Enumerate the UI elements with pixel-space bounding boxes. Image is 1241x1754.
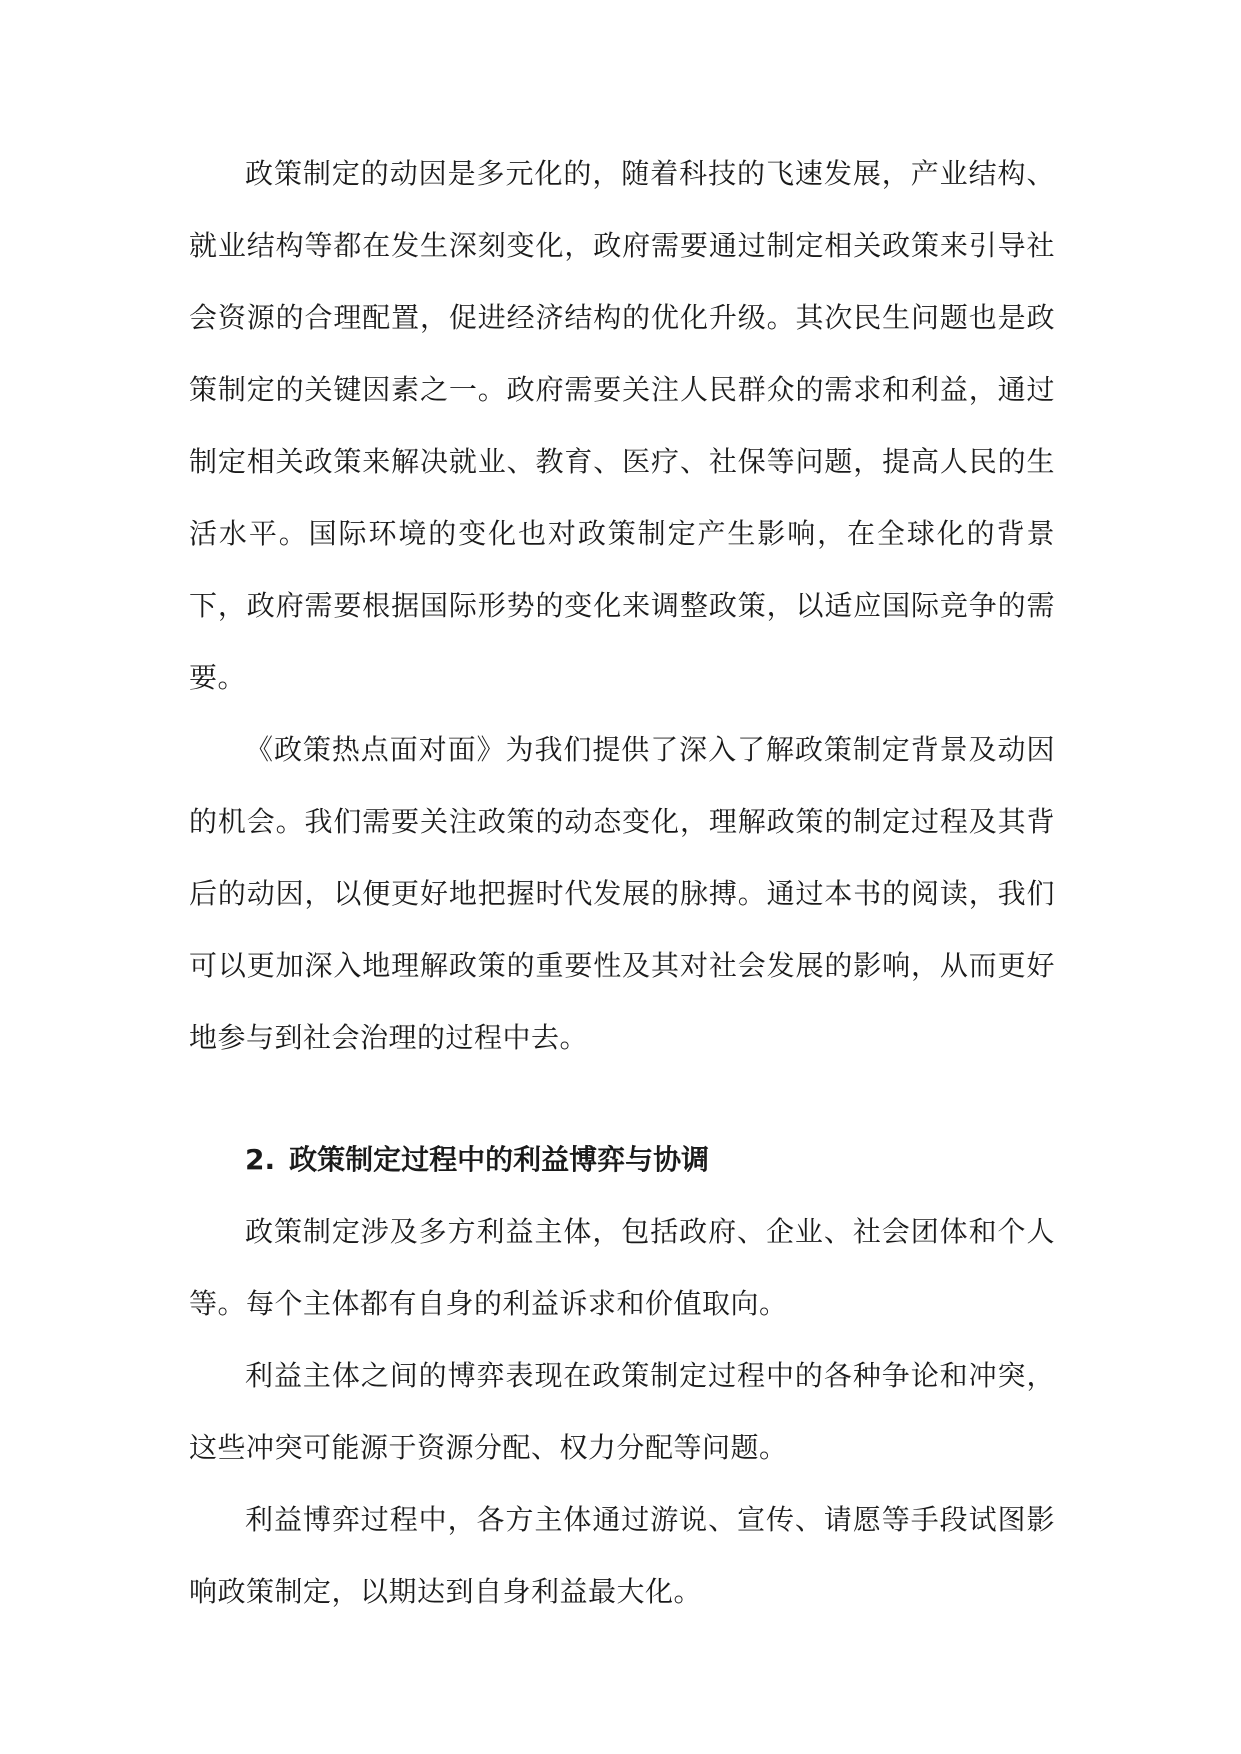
section-title: 政策制定过程中的利益博弈与协调 — [289, 1143, 710, 1176]
paragraph-conflicts: 利益主体之间的博弈表现在政策制定过程中的各种争论和冲突，这些冲突可能源于资源分配、权力分配等问题。 — [189, 1359, 1055, 1464]
paragraph-book-review: 《政策热点面对面》为我们提供了深入了解政策制定背景及动因的机会。我们需要关注政策的动态变化，理解政策的制定过程及其背后的动因，以便更好地把握时代发展的脉搏。通过本书的阅读，我们可以更加深入地理解政策的重要性及其对社会发展的影响，从而更好地参与到社会治理的过程中去。 — [189, 733, 1055, 1054]
paragraph-policy-motives: 政策制定的动因是多元化的，随着科技的飞速发展，产业结构、就业结构等都在发生深刻变化，政府需要通过制定相关政策来引导社会资源的合理配置，促进经济结构的优化升级。其次民生问题也是政策制定的关键因素之一。政府需要关注人民群众的需求和利益，通过制定相关政策来解决就业、教育、医疗、社保等问题，提高人民的生活水平。国际环境的变化也对政策制定产生影响，在全球化的背景下，政府需要根据国际形势的变化来调整政策，以适应国际竞争的需要。 — [189, 157, 1055, 694]
paragraph-lobbying: 利益博弈过程中，各方主体通过游说、宣传、请愿等手段试图影响政策制定，以期达到自身利益最大化。 — [189, 1503, 1055, 1608]
document-page — [189, 138, 1055, 1628]
section-number: 2. — [245, 1143, 276, 1176]
section-heading — [189, 1124, 1055, 1196]
paragraph-stakeholders: 政策制定涉及多方利益主体，包括政府、企业、社会团体和个人等。每个主体都有自身的利益诉求和价值取向。 — [189, 1215, 1055, 1320]
